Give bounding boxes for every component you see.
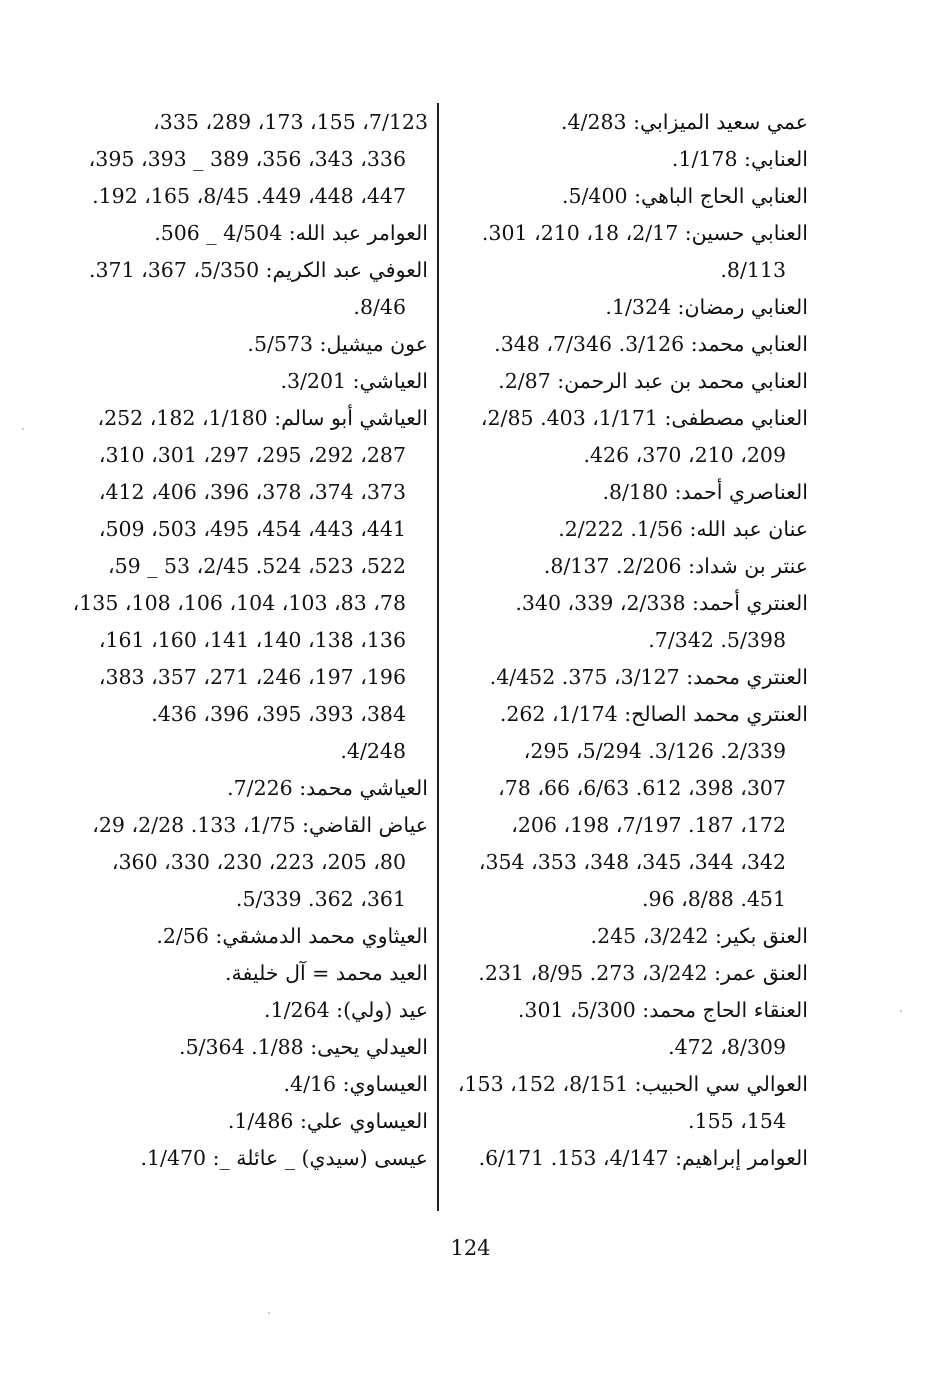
entry-continuation-line: 8/46.: [353, 295, 406, 319]
entry-line: العياشي أبو سالم: 1/180، 182، 252،: [97, 406, 428, 430]
entry-line: العيثاوي محمد الدمشقي: 2/56.: [156, 924, 428, 948]
index-entry: [448, 215, 808, 289]
index-entry: [52, 363, 428, 400]
index-entry: [52, 918, 428, 955]
entry-line: عنتر بن شداد: 2/206. 8/137.: [543, 554, 808, 578]
entry-line: العنابي: 1/178.: [671, 147, 808, 171]
index-entry: [52, 400, 428, 770]
index-entry: [448, 363, 808, 400]
index-entry: [448, 104, 808, 141]
index-entry: [448, 511, 808, 548]
entry-line: العيساوي علي: 1/486.: [227, 1109, 428, 1133]
entry-continuation-line: 384، 393، 395، 396، 436.: [151, 702, 406, 726]
entry-continuation-line: 522، 523، 524. 2/45، 53 _ 59،: [107, 554, 406, 578]
entry-line: العنق عمر: 3/242، 273. 8/95، 231.: [478, 961, 808, 985]
index-entry: [448, 326, 808, 363]
entry-continuation-line: 342، 344، 345، 348، 353، 354،: [478, 850, 786, 874]
index-entry: [448, 400, 808, 474]
index-column-right: [448, 104, 808, 1177]
entry-line: العيدلي يحيى: 1/88. 5/364.: [179, 1035, 428, 1059]
entry-line: العنابي محمد: 3/126. 7/346، 348.: [494, 332, 808, 356]
entry-line: العوامر إبراهيم: 4/147، 153. 6/171.: [478, 1146, 808, 1170]
index-entry: [448, 659, 808, 696]
entry-continuation-line: 287، 292، 295، 297، 301، 310،: [98, 443, 406, 467]
entry-line: العنتري محمد: 3/127، 375. 4/452.: [489, 665, 808, 689]
entry-continuation-line: 5/398. 7/342.: [648, 628, 786, 652]
index-entry: [448, 918, 808, 955]
index-entry: [52, 992, 428, 1029]
index-entry: [448, 696, 808, 918]
entry-line: العنابي محمد بن عبد الرحمن: 2/87.: [498, 369, 808, 393]
entry-continuation-line: 441، 443، 454، 495، 503، 509،: [98, 517, 406, 541]
entry-line: العياشي محمد: 7/226.: [227, 776, 428, 800]
entry-continuation-line: 8/309، 472.: [668, 1035, 786, 1059]
entry-continuation-line: 154، 155.: [688, 1109, 786, 1133]
index-entry: [52, 807, 428, 918]
entry-continuation-line: 447، 448، 449. 8/45، 165، 192.: [92, 184, 406, 208]
column-divider: [437, 103, 439, 1211]
scan-speck: [900, 1010, 902, 1012]
index-entry: [448, 141, 808, 178]
scan-speck: [268, 1312, 270, 1314]
index-column-left: [52, 104, 428, 1177]
entry-continuation-line: 78، 83، 103، 104، 106، 108، 135،: [72, 591, 406, 615]
entry-line: العنقاء الحاج محمد: 5/300، 301.: [517, 998, 808, 1022]
index-entry: [448, 178, 808, 215]
entry-line: عيد (ولي): 1/264.: [264, 998, 428, 1022]
entry-continuation-line: 209، 210، 370، 426.: [583, 443, 786, 467]
entry-line: العوالي سي الحبيب: 8/151، 152، 153،: [457, 1072, 808, 1096]
entry-line: العنابي الحاج الباهي: 5/400.: [561, 184, 808, 208]
index-entry: [52, 215, 428, 252]
entry-line: العنتري محمد الصالح: 1/174، 262.: [499, 702, 808, 726]
entry-line: العنابي مصطفى: 1/171، 403. 2/85،: [480, 406, 808, 430]
entry-continuation-line: 196، 197، 246، 271، 357، 383،: [98, 665, 406, 689]
index-entry: [52, 1066, 428, 1103]
index-entry: [448, 1140, 808, 1177]
entry-line: عنان عبد الله: 1/56. 2/222.: [558, 517, 808, 541]
entry-continuation-line: 307، 398، 612. 6/63، 66، 78،: [498, 776, 786, 800]
entry-line: العنابي رمضان: 1/324.: [605, 295, 808, 319]
entry-continuation-line: 80، 205، 223، 230، 330، 360،: [111, 850, 406, 874]
index-entry: [448, 289, 808, 326]
entry-continuation-line: 172، 187. 7/197، 198، 206،: [511, 813, 786, 837]
entry-continuation-line: 2/339. 3/126. 5/294، 295،: [523, 739, 786, 763]
index-entry: [52, 104, 428, 215]
entry-continuation-line: 373، 374، 378، 396، 406، 412،: [98, 480, 406, 504]
index-entry: [52, 770, 428, 807]
index-entry: [52, 326, 428, 363]
index-entry: [52, 955, 428, 992]
index-entry: [448, 1066, 808, 1140]
index-entry: [448, 548, 808, 585]
entry-continuation-line: 361، 362. 5/339.: [235, 887, 406, 911]
entry-continuation-line: 4/248.: [340, 739, 406, 763]
page-number: 124: [450, 1236, 491, 1260]
entry-line: العناصري أحمد: 8/180.: [602, 480, 808, 504]
entry-line: 7/123، 155، 173، 289، 335،: [153, 110, 428, 134]
entry-continuation-line: 136، 138، 140، 141، 160، 161،: [98, 628, 406, 652]
entry-line: عمي سعيد الميزابي: 4/283.: [560, 110, 808, 134]
index-entry: [448, 955, 808, 992]
index-entry: [52, 1140, 428, 1177]
entry-continuation-line: 336، 343، 356، 389 _ 393، 395،: [88, 147, 406, 171]
entry-continuation-line: 8/113.: [720, 258, 786, 282]
scan-speck: [22, 428, 24, 430]
entry-continuation-line: 451. 8/88، 96.: [642, 887, 786, 911]
entry-line: العنتري أحمد: 2/338، 339، 340.: [515, 591, 808, 615]
index-entry: [52, 1029, 428, 1066]
entry-line: العوفي عبد الكريم: 5/350، 367، 371.: [88, 258, 428, 282]
index-entry: [448, 474, 808, 511]
entry-line: العيد محمد = آل خليفة.: [225, 961, 428, 985]
index-entry: [52, 1103, 428, 1140]
entry-line: العياشي: 3/201.: [280, 369, 428, 393]
index-entry: [448, 585, 808, 659]
index-entry: [448, 992, 808, 1066]
entry-line: العنق بكير: 3/242، 245.: [590, 924, 808, 948]
index-entry: [52, 252, 428, 326]
entry-line: العيساوي: 4/16.: [283, 1072, 428, 1096]
entry-line: عيسى (سيدي) _ عائلة _: 1/470.: [140, 1146, 428, 1170]
entry-line: العوامر عبد الله: 4/504 _ 506.: [154, 221, 428, 245]
entry-line: عون ميشيل: 5/573.: [247, 332, 428, 356]
entry-line: العنابي حسين: 2/17، 18، 210، 301.: [481, 221, 808, 245]
entry-line: عياض القاضي: 1/75، 133. 2/28، 29،: [92, 813, 428, 837]
